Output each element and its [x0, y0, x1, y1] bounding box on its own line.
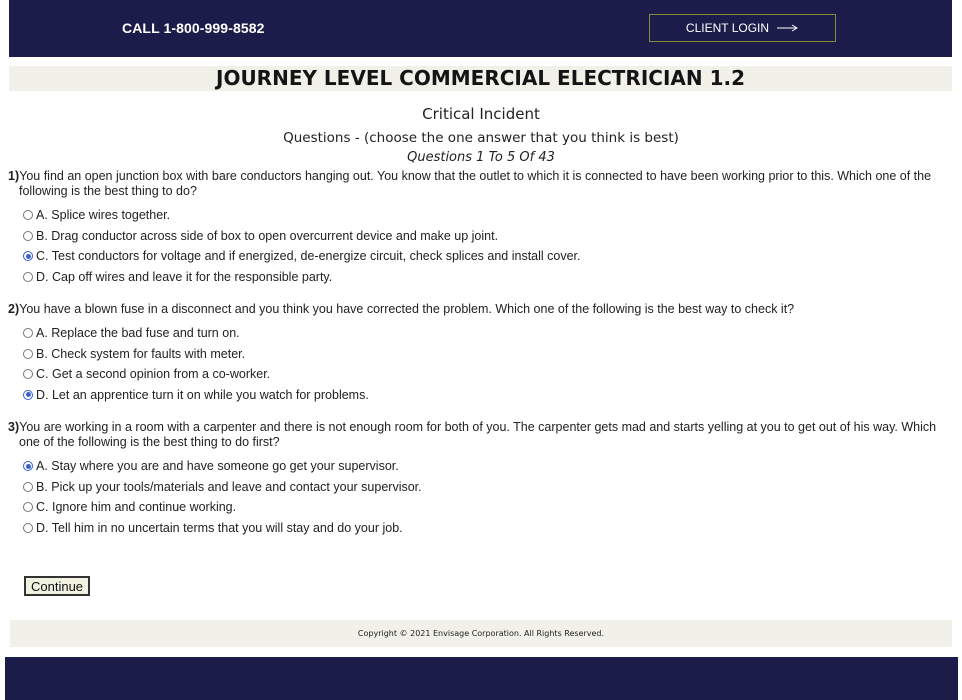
question-prompt: You are working in a room with a carpenter and there is not enough room for both of you. The carpenter gets mad and starts yelling at you to get out of his way. Which one of the following is the best thing to do first?	[19, 420, 937, 449]
answer-option-2d[interactable]	[8, 385, 953, 406]
answer-option-1a[interactable]	[8, 205, 953, 226]
question-text	[8, 420, 953, 450]
answer-label: B. Pick up your tools/materials and leave and contact your supervisor.	[36, 479, 422, 494]
answer-option-3d[interactable]	[8, 518, 953, 539]
answer-option-1d[interactable]	[8, 267, 953, 288]
section-subtitle: Critical Incident	[422, 105, 540, 123]
radio-button[interactable]	[23, 482, 33, 492]
answer-option-2b[interactable]	[8, 344, 953, 365]
radio-button[interactable]	[23, 272, 33, 282]
answer-options	[8, 323, 953, 405]
title-band	[9, 66, 952, 91]
phone-number: CALL 1-800-999-8582	[122, 20, 265, 36]
radio-button[interactable]	[23, 210, 33, 220]
top-header-bar	[9, 0, 952, 57]
answer-option-3a[interactable]	[8, 456, 953, 477]
question-3	[8, 420, 953, 538]
copyright-text: Copyright © 2021 Envisage Corporation. All Rights Reserved.	[357, 629, 605, 638]
radio-button[interactable]	[23, 390, 33, 400]
question-number: 2)	[8, 302, 20, 316]
question-prompt: You have a blown fuse in a disconnect and you think you have corrected the problem. Which one of the following is the best way to check it?	[19, 302, 795, 316]
answer-options	[8, 456, 953, 538]
answer-option-1b[interactable]	[8, 226, 953, 247]
answer-label: A. Replace the bad fuse and turn on.	[36, 326, 240, 341]
answer-label: D. Let an apprentice turn it on while you watch for problems.	[36, 387, 369, 402]
radio-button[interactable]	[23, 523, 33, 533]
radio-button[interactable]	[23, 251, 33, 261]
radio-button[interactable]	[23, 502, 33, 512]
answer-label: B. Drag conductor across side of box to open overcurrent device and make up joint.	[36, 228, 499, 243]
question-list	[8, 169, 953, 553]
question-number: 1)	[8, 169, 20, 183]
answer-label: C. Get a second opinion from a co-worker.	[36, 367, 271, 382]
answer-label: D. Tell him in no uncertain terms that you will stay and do your job.	[36, 520, 403, 535]
client-login-button[interactable]	[649, 14, 836, 42]
answer-option-2c[interactable]	[8, 364, 953, 385]
answer-label: D. Cap off wires and leave it for the responsible party.	[36, 269, 333, 284]
question-2	[8, 302, 953, 405]
answer-option-3b[interactable]	[8, 477, 953, 498]
answer-option-1c[interactable]	[8, 246, 953, 267]
instructions-text: Questions - (choose the one answer that you think is best)	[283, 130, 679, 146]
question-progress: Questions 1 To 5 Of 43	[407, 150, 555, 165]
question-prompt: You find an open junction box with bare conductors hanging out. You know that the outlet to which it is connected to have been working prior to this. Which one of the following is the best thing to do?	[19, 169, 932, 198]
arrow-right-icon	[777, 23, 799, 33]
answer-label: C. Test conductors for voltage and if energized, de-energize circuit, check splices and install cover.	[36, 249, 581, 264]
answer-options	[8, 205, 953, 287]
answer-label: C. Ignore him and continue working.	[36, 500, 237, 515]
question-1	[8, 169, 953, 287]
answer-label: B. Check system for faults with meter.	[36, 346, 246, 361]
continue-button[interactable]: Continue	[24, 576, 90, 596]
answer-option-2a[interactable]	[8, 323, 953, 344]
question-number: 3)	[8, 420, 20, 434]
radio-button[interactable]	[23, 349, 33, 359]
client-login-label: CLIENT LOGIN	[685, 21, 770, 35]
answer-label: A. Splice wires together.	[36, 208, 171, 223]
question-text	[8, 302, 953, 317]
footer	[10, 620, 952, 647]
radio-button[interactable]	[23, 369, 33, 379]
answer-label: A. Stay where you are and have someone go get your supervisor.	[36, 459, 399, 474]
radio-button[interactable]	[23, 328, 33, 338]
question-text	[8, 169, 953, 199]
radio-button[interactable]	[23, 461, 33, 471]
radio-button[interactable]	[23, 231, 33, 241]
page-title: JOURNEY LEVEL COMMERCIAL ELECTRICIAN 1.2	[216, 66, 745, 90]
answer-option-3c[interactable]	[8, 497, 953, 518]
bottom-bar	[5, 657, 958, 700]
